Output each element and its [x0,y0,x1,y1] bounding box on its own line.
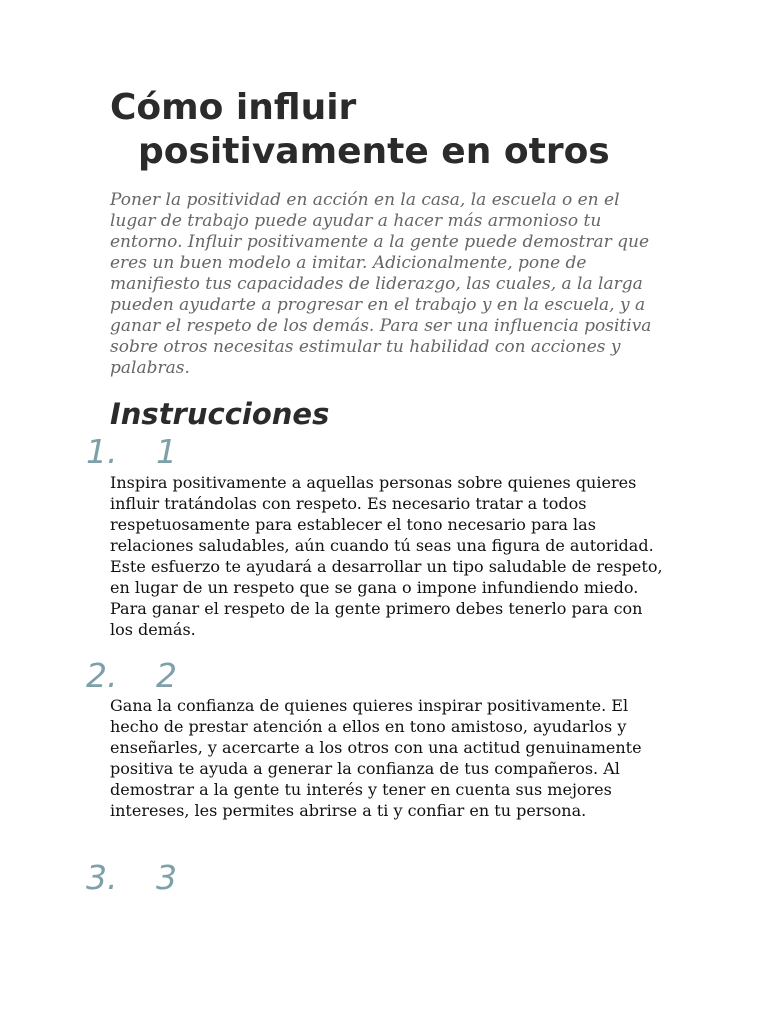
intro-paragraph: Poner la positividad en acción en la casa, la escuela o en el lugar de trabajo puede ayudar a hacer más armonioso tu entorno. Influir positivamente a la gente puede demostrar que eres un buen modelo a imitar. Adicionalmente, pone de manifiesto tus capacidades de liderazgo, las cuales, a la larga pueden ayudarte a progresar en el trabajo y en la escuela, y a ganar el respeto de los demás. Para ser una influencia positiva sobre otros necesitas estimular tu habilidad con acciones y palabras. [110,190,652,378]
step-number-2 [86,656,177,696]
page-title-line-2: positivamente en otros [138,131,610,172]
step-ordinal: 1. [86,432,118,471]
step-ordinal: 3. [86,858,118,897]
step-text-1: Inspira positivamente a aquellas personas sobre quienes quieres influir tratándolas con respeto. Es necesario tratar a todos respetuosamente para establecer el tono necesario para las relaciones saludables, aún cuando tú seas una figura de autoridad. Este esfuerzo te ayudará a desarrollar un tipo saludable de respeto, en lugar de un respeto que se gana o impone infundiendo miedo. Para ganar el respeto de la gente primero debes tenerlo para con los demás. [110,473,663,639]
step-heading: 2 [156,656,177,695]
step-number-1 [86,432,177,472]
step-heading: 1 [156,432,177,471]
step-heading: 3 [156,858,177,897]
step-number-3 [86,858,177,898]
page-title [110,86,710,174]
step-ordinal: 2. [86,656,118,695]
step-text-2: Gana la confianza de quienes quieres inspirar positivamente. El hecho de prestar atención a ellos en tono amistoso, ayudarlos y enseñarles, y acercarte a los otros con una actitud genuinamente positiva te ayuda a generar la confianza de tus compañeros. Al demostrar a la gente tu interés y tener en cuenta sus mejores intereses, les permites abrirse a ti y confiar en tu persona. [110,696,642,820]
section-heading-instrucciones: Instrucciones [110,397,330,431]
page-title-line-1: Cómo influir [110,87,357,128]
